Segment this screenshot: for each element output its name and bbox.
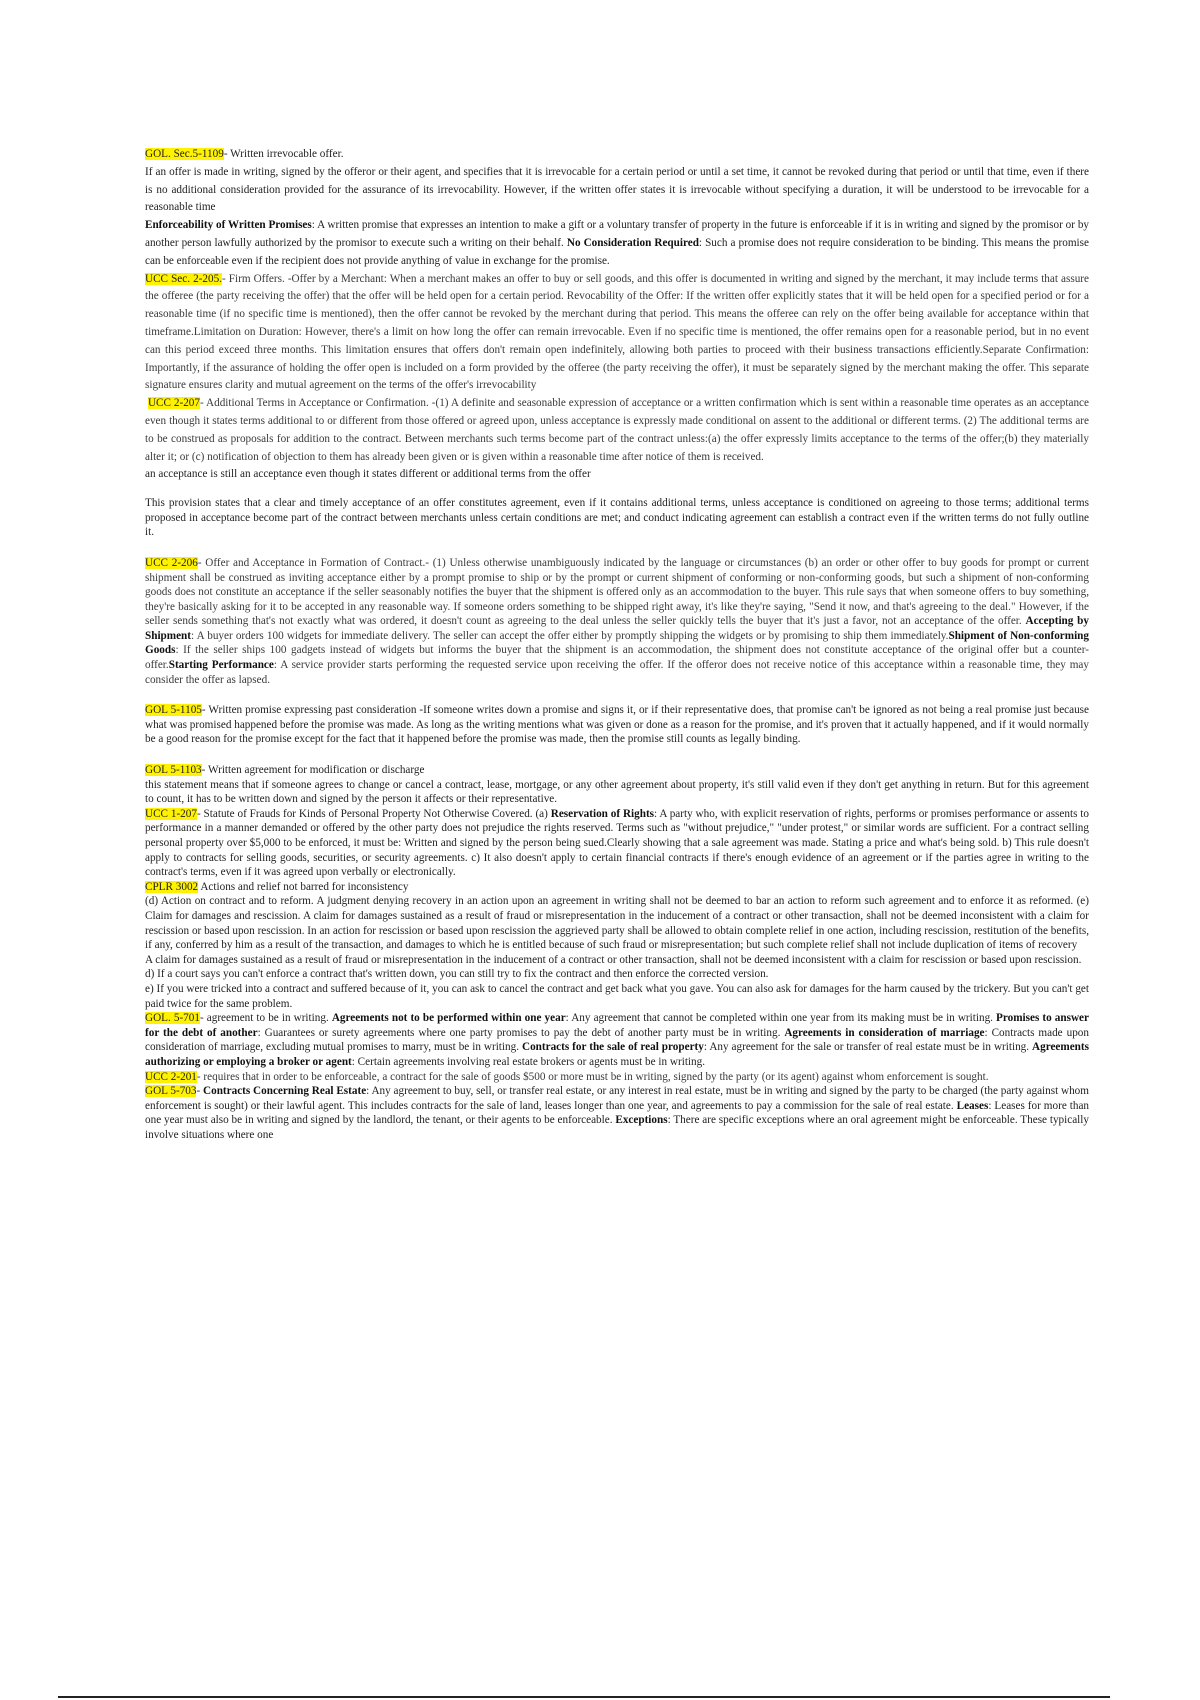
paragraph-text: : If the seller ships 100 gadgets instead of widgets but informs the buyer that the shipment is an accommodation, the shipment does not constitute acceptance of the original offer but a counter-offer. (145, 644, 1089, 672)
paragraph-text: : Contracts made upon consideration of marriage, excluding mutual promises to marry, must be in writing. (145, 1026, 1089, 1054)
section-ucc-2-207-note: an acceptance is still an acceptance even though it states different or additional terms from the offer (145, 468, 591, 481)
bold-term: Accepting by Shipment (145, 615, 1089, 642)
paragraph-text: : Leases for more than one year must also be in writing and signed by the landlord, the tenant, or their agents to be enforceable. (145, 1099, 1090, 1127)
section-gol-5-1109-enforceability (145, 217, 1089, 270)
paragraph-text: : There are specific exceptions where an oral agreement might be enforceable. These typically involve situations where one (145, 1114, 1089, 1141)
section-title: Actions and relief not barred for inconsistency (198, 880, 409, 893)
paragraph-text: - Written promise expressing past consideration -If someone writes down a promise and signs it, or if their representative does, that promise can't be ignored as not being a real promise just because what was promised happened before the promise was made. As long as the writing mentions what was given or done as a reason for the promise, and it's proven that it actually happened, and if it would normally be a good reason for the promise except for the fact that it happened before the promise was made, then the promise still counts as legally binding. (145, 704, 1089, 746)
paragraph-text: : Guarantees or surety agreements where one party promises to pay the debt of another party must be in writing. (257, 1026, 785, 1039)
section-cplr-3002-p4: e) If you were tricked into a contract and suffered because of it, you can ask to cancel the contract and get back what you gave. You can also ask for damages for the harm caused by the trickery. But you can't get paid twice for the same problem. (145, 982, 1089, 1010)
paragraph-text: : Such a promise does not require consideration to be binding. This means the promise can be enforceable even if the recipient does not provide anything of value in exchange for the promise. (145, 236, 1089, 267)
section-title: - Written irrevocable offer. (223, 148, 344, 160)
section-gol-5-701 (145, 1011, 1089, 1069)
section-ucc-2-207 (145, 395, 1089, 466)
paragraph-text: : A written promise that expresses an intention to make a gift or a voluntary transfer of property in the future is enforceable if it is in writing and signed by the promisor or by another person lawfully authorized by the promisor to execute such a writing on their behalf. (145, 219, 1090, 249)
bold-term: Starting Performance (168, 659, 274, 672)
paragraph-text: : A buyer orders 100 widgets for immediate delivery. The seller can accept the offer either by promptly shipping the widgets or by promising to ship them immediately. (191, 629, 949, 642)
section-gol-5-1103-body: this statement means that if someone agrees to change or cancel a contract, lease, mortgage, or any other agreement about property, it's still valid even if they don't get anything in return. But for this agreement to count, it has to be written down and signed by the person it affects or their representative. (145, 778, 1089, 806)
bold-term: Promises to answer for the debt of another (145, 1012, 1089, 1039)
bold-term: Agreements in consideration of marriage (784, 1026, 985, 1039)
section-ucc-2-205 (145, 271, 1089, 396)
section-cplr-3002-p2: A claim for damages sustained as a result of fraud or misrepresentation in the inducement of a contract or other transaction, shall not be deemed inconsistent with a claim for rescission or based upon rescission. (145, 953, 1082, 966)
section-ucc-2-206 (145, 556, 1089, 687)
section-ucc-2-207-summary: This provision states that a clear and timely acceptance of an offer constitutes agreement, even if it contains additional terms, unless acceptance is conditioned on agreeing to those terms; additional terms proposed in acceptance become part of the contract between merchants unless certain conditions are met; and conduct indicating agreement can establish a contract even if the written terms do not fully outline it. (145, 497, 1089, 539)
document-page (145, 146, 1089, 1142)
section-ucc-1-207 (145, 807, 1089, 880)
paragraph-text: : Any agreement that cannot be completed within one year from its making must be in writing. (565, 1012, 997, 1025)
bold-term: Exceptions (615, 1114, 668, 1127)
section-gol-5-1105 (145, 703, 1089, 747)
bold-term: Contracts Concerning Real Estate (203, 1085, 367, 1098)
section-ref-highlight: UCC 2-207 (147, 397, 200, 410)
paragraph-text: - requires that in order to be enforceable, a contract for the sale of goods $500 or more must be in writing, signed by the party (or its agent) against whom enforcement is sought. (196, 1070, 989, 1083)
section-ref-highlight: UCC 1-207 (145, 807, 197, 820)
bold-term: Reservation of Rights (550, 807, 655, 820)
section-gol-5-703 (145, 1084, 1089, 1142)
section-ref-highlight: UCC 2-201 (145, 1070, 197, 1083)
paragraph-text: - Offer and Acceptance in Formation of Contract.- (1) Unless otherwise unambiguously indicated by the language or circumstances (b) an order or other offer to buy goods for prompt or current shipment shall be construed as inviting acceptance either by a prompt promise to ship or by the prompt or current shipment of conforming or non-conforming goods, but such a shipment of non-conforming goods does not constitute an acceptance if the seller seasonably notifies the buyer that the shipment is offered only as an accommodation to the buyer. This rule says that when someone offers to buy something, they're basically asking for it to be accepted in any reasonable way. If someone orders something to be shipped right away, it's like they're saying, "Send it now, and that's agreeing to the deal." However, if the seller sends something that's not exactly what was ordered, it doesn't count as agreeing to the deal unless the seller quickly tells the buyer that it's just a favor, not an acceptance of the offer. (145, 556, 1089, 628)
section-cplr-3002-body: (d) Action on contract and to reform. A judgment denying recovery in an action upon an agreement in writing shall not be deemed to bar an action to reform such agreement and to enforce it as reformed. (e) Claim for damages and rescission. A claim for damages sustained as a result of fraud or misrepresentation in the inducement of a contract or other transaction, shall not be deemed inconsistent with a claim for rescission or based upon rescission. In an action for rescission or based upon rescission the aggrieved party shall be allowed to obtain complete relief in one action, including rescission, restitution of the benefits, if any, conferred by him as a result of the transaction, and damages to which he is entitled because of such fraud or misrepresentation; but such complete relief shall not include duplication of items of recovery (145, 895, 1089, 952)
paragraph-text: : Any agreement to buy, sell, or transfer real estate, or any interest in real estate, must be in writing and signed by the party to be charged (the party against whom enforcement is sought) or their lawful agent. This includes contracts for the sale of land, leases longer than one year, and agreements to pay a commission for the sale of real estate. (145, 1085, 1089, 1112)
paragraph-text: - Statute of Frauds for Kinds of Personal Property Not Otherwise Covered. (a) (196, 807, 551, 820)
section-ref-highlight: UCC Sec. 2-205. (145, 272, 222, 285)
section-gol-5-1109-body: If an offer is made in writing, signed by the offeror or their agent, and specifies that it is irrevocable for a certain period or until a set time, it cannot be revoked during that period or until that time, even if there is no additional consideration provided for the assurance of its irrevocability. However, if the written offer states it is irrevocable without specifying a duration, it will be understood to be irrevocable for a reasonable time (145, 165, 1089, 214)
bold-term: No Consideration Required (566, 236, 699, 249)
page-bottom-rule (58, 1696, 1110, 1698)
section-gol-5-1109-heading (145, 146, 1089, 164)
bold-term: Leases (956, 1099, 989, 1112)
section-ref-highlight: CPLR 3002 (145, 880, 199, 893)
section-ref-highlight: GOL 5-1103 (145, 764, 202, 777)
bold-term: Shipment of Non-conforming Goods (145, 629, 1090, 657)
bold-term: Contracts for the sale of real property (521, 1041, 704, 1054)
section-cplr-3002-p3: d) If a court says you can't enforce a contract that's written down, you can still try to fix the contract and then enforce the corrected version. (145, 968, 769, 981)
paragraph-text: : Certain agreements involving real estate brokers or agents must be in writing. (351, 1055, 706, 1068)
paragraph-text: : A party who, with explicit reservation of rights, performs or promises performance or assents to performance in a manner demanded or offered by the other party does not prejudice the rights reserved. Terms such as "without prejudice," "under protest," or similar words are sufficient. For a contract selling personal property over $5,000 to be enforced, it must be: Written and signed by the person being sued.Clearly showing that a sale agreement was made. Stating a price and what's being sold. b) This rule doesn't apply to contracts for selling goods, securities, or security agreements. c) It also doesn't apply to certain financial contracts if there's enough evidence of an agreement or if the parties agree in writing to the contract's terms, even if it was agreed upon verbally or electronically. (145, 807, 1089, 879)
section-gol-5-1103-heading (145, 763, 1089, 778)
section-ref-highlight: UCC 2-206 (145, 556, 198, 569)
bold-term: Enforceability of Written Promises (145, 219, 312, 232)
bold-term: Agreements authorizing or employing a broker or agent (145, 1041, 1089, 1068)
section-ucc-2-201 (145, 1070, 1089, 1085)
bold-term: Agreements not to be performed within one year (331, 1012, 566, 1025)
section-ref-highlight: GOL 5-703 (145, 1085, 197, 1098)
paragraph-text: - Firm Offers. -Offer by a Merchant: When a merchant makes an offer to buy or sell goods, and this offer is documented in writing and signed by the merchant, it may include terms that assure the offeree (the party receiving the offer) that the offer will be held open for a certain period. Revocability of the Offer: If the written offer explicitly states that it will be held open for a specified period or for a reasonable time (if no specific time is mentioned), then the offer cannot be revoked by the merchant during that period. This means the offeree can rely on the offer being available for acceptance within that timeframe.Limitation on Duration: However, there's a limit on how long the offer can remain irrevocable. Even if no specific time is mentioned, the offer remains open for a reasonable period, but in no event can this period exceed three months. This limitation ensures that offers don't remain open indefinitely, allowing both parties to proceed with their business transactions efficiently.Separate Confirmation: Importantly, if the assurance of holding the offer open is included on a form provided by the offeree (the party receiving the offer), it must be separately signed by the merchant making the offer. This separate signature ensures clarity and mutual agreement on the terms of the offer's irrevocability (145, 272, 1089, 392)
section-title: - Written agreement for modification or discharge (201, 764, 425, 777)
section-ref-highlight: GOL. 5-701 (145, 1012, 200, 1025)
paragraph-text: - (196, 1085, 204, 1098)
paragraph-text: : A service provider starts performing the requested service upon receiving the offer. If the offeror does not receive notice of this acceptance within a reasonable time, they may consider the offer as lapsed. (145, 659, 1089, 686)
paragraph-text: : Any agreement for the sale or transfer of real estate must be in writing. (703, 1041, 1033, 1054)
paragraph-text: - Additional Terms in Acceptance or Confirmation. -(1) A definite and seasonable expression of acceptance or a written confirmation which is sent within a reasonable time operates as an acceptance even though it states terms additional to or different from those offered or agreed upon, unless acceptance is expressly made conditional on assent to the additional or different terms. (2) The additional terms are to be construed as proposals for addition to the contract. Between merchants such terms become part of the contract unless:(a) the offer expressly limits acceptance to the terms of the offer;(b) they materially alter it; or (c) notification of objection to them has already been given or is given within a reasonable time after notice of them is received. (145, 397, 1089, 463)
section-cplr-3002-heading (145, 880, 1089, 895)
section-ref-highlight: GOL. Sec.5-1109 (145, 148, 224, 160)
section-ref-highlight: GOL 5-1105 (145, 704, 202, 717)
paragraph-text: - agreement to be in writing. (199, 1012, 332, 1025)
